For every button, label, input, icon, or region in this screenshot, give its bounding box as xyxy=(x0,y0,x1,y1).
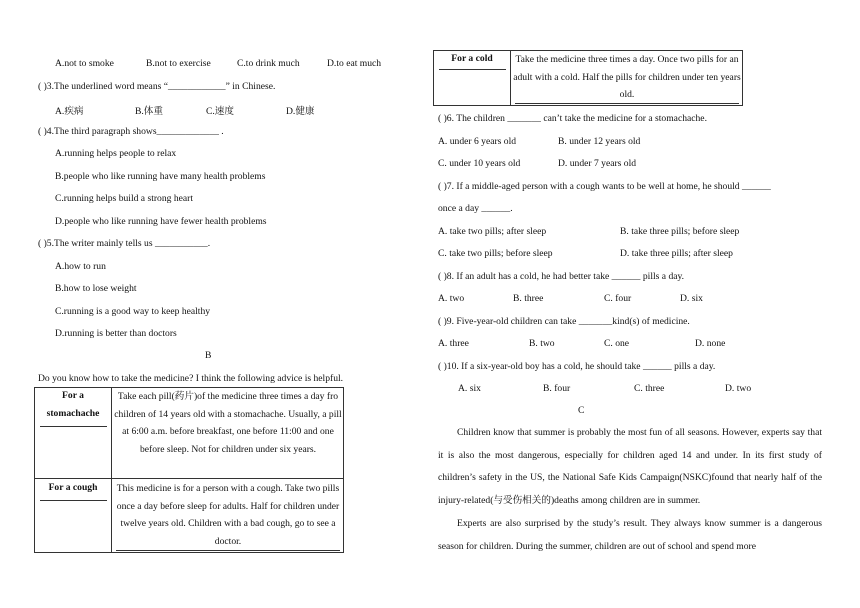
q10-option-d: D. two xyxy=(725,383,752,394)
q4-option-d: D.people who like running have fewer health problems xyxy=(55,216,267,227)
label-cough: For a cough xyxy=(48,482,98,493)
q8-option-c: C. four xyxy=(604,293,632,304)
q5-option-b: B.how to lose weight xyxy=(55,283,137,294)
q2-option-a: A.not to smoke xyxy=(55,58,114,69)
q5-option-a: A.how to run xyxy=(55,261,106,272)
q9-option-b: B. two xyxy=(529,338,555,349)
q9-option-a: A. three xyxy=(438,338,469,349)
q5-option-d: D.running is better than doctors xyxy=(55,328,177,339)
q8-stem: ( )8. If an adult has a cold, he had better take ______ pills a day. xyxy=(438,271,685,282)
q10-option-a: A. six xyxy=(458,383,481,394)
q2-option-d: D.to eat much xyxy=(327,58,382,69)
q6-option-c: C. under 10 years old xyxy=(438,158,521,169)
label-stomachache-line1: For a xyxy=(62,390,84,401)
q5-stem: ( )5.The writer mainly tells us ___________. xyxy=(38,238,211,249)
q7-option-b: B. take three pills; before sleep xyxy=(620,226,740,237)
q3-option-c: C.速度 xyxy=(206,106,234,117)
passage-c-paragraph-1: Children know that summer is probably the most fun of all seasons. However, experts say that it is also the most dangerous, especially for children aged 14 and under. In its first study of children’s safety in the US, the National Safe Kids Campaign(NSKC)found that nearly half of the injury-related(与受伤相关的)deaths among children are in summer. xyxy=(438,427,822,507)
q7-stem-line2: once a day ______. xyxy=(438,203,513,214)
q8-option-b: B. three xyxy=(513,293,544,304)
q7-option-a: A. take two pills; after sleep xyxy=(438,226,547,237)
label-stomachache-line2: stomachache xyxy=(46,408,100,419)
q3-option-a: A.疾病 xyxy=(55,106,84,117)
q6-stem: ( )6. The children _______ can’t take the medicine for a stomachache. xyxy=(438,113,707,124)
q7-option-c: C. take two pills; before sleep xyxy=(438,248,553,259)
q3-option-b: B.体重 xyxy=(135,106,163,117)
q6-option-d: D. under 7 years old xyxy=(558,158,637,169)
cold-instructions: Take the medicine three times a day. Once two pills for an adult with a cold. Half the pills for children under ten years old. xyxy=(513,54,741,100)
passage-c-paragraph-2: Experts are also surprised by the study’s result. They always know summer is a dangerous season for children. During the summer, children are out of school and spend more xyxy=(438,518,822,552)
q9-option-c: C. one xyxy=(604,338,630,349)
q6-option-a: A. under 6 years old xyxy=(438,136,517,147)
q9-option-d: D. none xyxy=(695,338,726,349)
q8-option-a: A. two xyxy=(438,293,465,304)
section-b-heading: B xyxy=(205,350,212,361)
label-cold: For a cold xyxy=(451,53,493,64)
q8-option-d: D. six xyxy=(680,293,703,304)
q4-stem: ( )4.The third paragraph shows_____________ . xyxy=(38,126,224,137)
q3-option-d: D.健康 xyxy=(286,106,315,117)
q4-option-c: C.running helps build a strong heart xyxy=(55,193,194,204)
q6-option-b: B. under 12 years old xyxy=(558,136,641,147)
q5-option-c: C.running is a good way to keep healthy xyxy=(55,306,211,317)
q10-option-c: C. three xyxy=(634,383,665,394)
passage-b-intro: Do you know how to take the medicine? I think the following advice is helpful. xyxy=(38,373,344,384)
q2-option-c: C.to drink much xyxy=(237,58,300,69)
cough-instructions: This medicine is for a person with a cough. Take two pills once a day before sleep for adults. Half for children under twelve years old. Children with a bad cough, go to see a doctor. xyxy=(116,483,340,547)
q4-option-a: A.running helps people to relax xyxy=(55,148,177,159)
q7-option-d: D. take three pills; after sleep xyxy=(620,248,733,259)
section-c-heading: C xyxy=(578,405,585,416)
q4-option-b: B.people who like running have many health problems xyxy=(55,171,266,182)
q3-stem: ( )3.The underlined word means “____________” in Chinese. xyxy=(38,81,276,92)
q10-stem: ( )10. If a six-year-old boy has a cold, he should take ______ pills a day. xyxy=(438,361,716,372)
stomachache-instructions: Take each pill(药片)of the medicine three times a day fro children of 14 years old with a stomachache. Usually, a pill at 6:00 a.m. before breakfast, one before 11:00 and one before sleep. Not for children under six years. xyxy=(114,391,342,455)
q9-stem: ( )9. Five-year-old children can take _______kind(s) of medicine. xyxy=(438,316,690,327)
q2-option-b: B.not to exercise xyxy=(146,58,211,69)
q10-option-b: B. four xyxy=(543,383,571,394)
q7-stem-line1: ( )7. If a middle-aged person with a cough wants to be well at home, he should ______ xyxy=(438,181,771,192)
